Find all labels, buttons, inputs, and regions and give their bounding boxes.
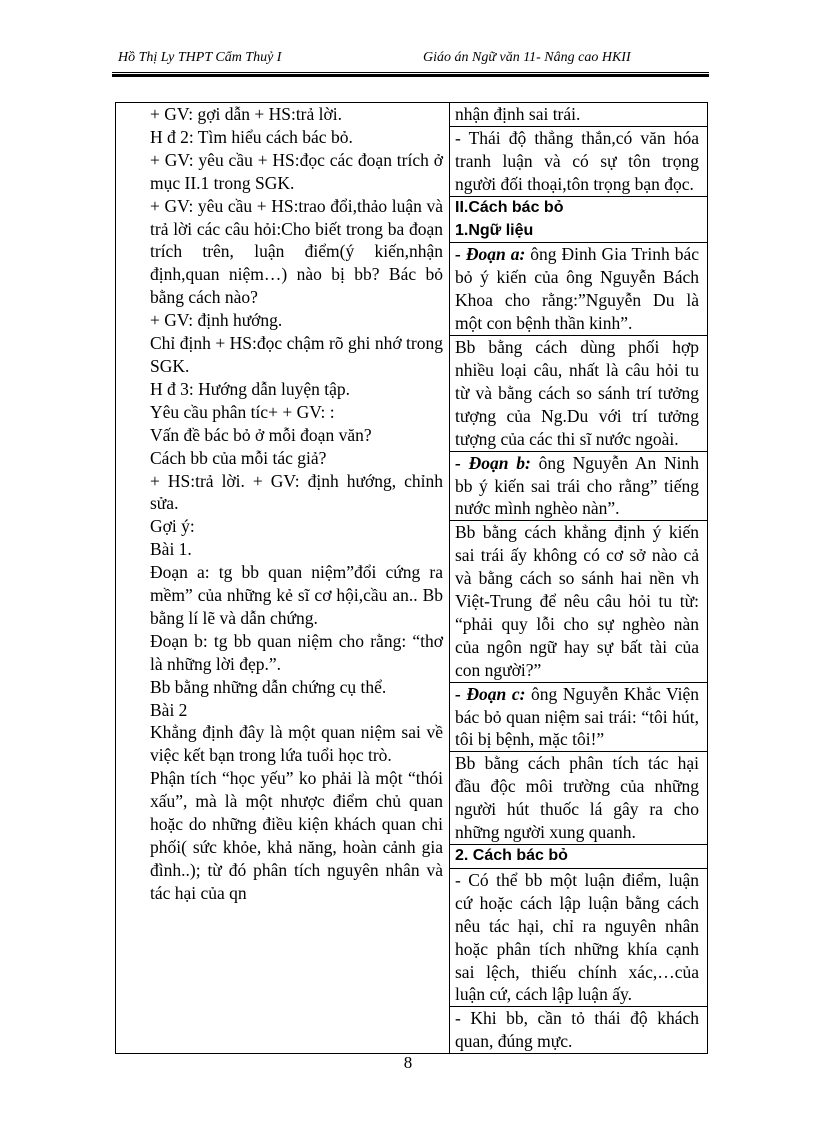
left-item: Vấn đề bác bỏ ở mỗi đoạn văn?: [150, 424, 372, 445]
header-right: Giáo án Ngữ văn 11- Nâng cao HKII: [423, 50, 631, 65]
excerpt-c-label: - Đoạn c:: [455, 683, 526, 704]
subsection-title: 2. Cách bác bỏ: [455, 847, 568, 864]
page-number: 8: [403, 1053, 413, 1072]
left-item: Phận tích “học yếu” ko phải là một “thói xấu”, mà là một nhược điểm chủ quan hoặc do những điều kiện khách quan chi phối( sức khỏe, khả năng, hoàn cảnh gia đình..); từ đó phân tích nguyên nhân và tác hại của qn: [150, 768, 443, 903]
left-item: Bài 2: [150, 699, 188, 720]
section-title: II.Cách bác bỏ: [455, 198, 564, 216]
method-point: - Có thể bb một luận điểm, luận cứ hoặc cách lập luận bằng cách nêu tác hại, chỉ ra nguyên nhân hoặc phân tích những khía cạnh sai lệch, thiếu chính xác,…của luận cứ, cách lập luận ấy.: [455, 869, 699, 1005]
lesson-table: [115, 102, 708, 1054]
left-item: + GV: yêu cầu + HS:trao đổi,thảo luận và trả lời các câu hỏi:Cho biết trong ba đoạn trích trên, luận điểm(ý kiến,nhận định,quan niệm…) nào bị bb? Bác bỏ bằng cách nào?: [150, 195, 443, 308]
excerpt-a: - Đoạn a: ông Đinh Gia Trinh bác bỏ ý kiến của ông Nguyễn Bách Khoa cho rằng:”Nguyễn Du là một con bệnh thần kinh”.: [455, 244, 700, 334]
excerpt-c-explanation: Bb bằng cách phân tích tác hại đầu độc môi trường của những người hút thuốc lá gây ra cho những người xung quanh.: [455, 753, 699, 843]
excerpt-b-label: - Đoạn b:: [455, 452, 531, 473]
left-item: + GV: định hướng.: [150, 310, 283, 331]
left-item: Cách bb của mỗi tác giả?: [150, 447, 327, 468]
left-item: Gợi ý:: [150, 516, 195, 537]
left-item: Yêu cầu phân tíc+ + GV: :: [150, 401, 335, 422]
excerpt-b-explanation: Bb bằng cách khẳng định ý kiến sai trái ấy không có cơ sở nào cả và bằng cách so sánh hai nền vh Việt-Trung để nêu câu hỏi tu từ: “phải quy lỗi cho sự nghèo nàn của ngôn ngữ hay sự bất tài của con người?”: [455, 522, 699, 680]
teacher-student-activity-column: [116, 103, 450, 1054]
lesson-content-column: [450, 103, 708, 1054]
left-item: + GV: yêu cầu + HS:đọc các đoạn trích ở mục II.1 trong SGK.: [150, 149, 443, 193]
header-left: Hồ Thị Ly THPT Cẩm Thuỷ I: [118, 50, 282, 65]
excerpt-b: - Đoạn b: ông Nguyễn An Ninh bb ý kiến sai trái cho rằng” tiếng nước mình nghèo nàn”.: [455, 452, 699, 519]
left-item: H đ 3: Hướng dẫn luyện tập.: [150, 378, 351, 399]
header-rule: [112, 72, 709, 73]
content-paragraph: nhận định sai trái.: [455, 104, 581, 124]
left-item: Khẳng định đây là một quan niệm sai về việc kết bạn trong lứa tuổi học trò.: [150, 722, 443, 766]
left-item: Chỉ định + HS:đọc chậm rõ ghi nhớ trong SGK.: [150, 333, 443, 376]
left-item: Bb bằng những dẫn chứng cụ thể.: [150, 676, 387, 697]
left-item: Bài 1.: [150, 539, 192, 560]
excerpt-a-explanation: Bb bằng cách dùng phối hợp nhiều loại câu, nhất là câu hỏi tu từ và bằng cách so sánh trí tưởng tượng của Ng.Du với trí tưởng tượng của các thi sĩ nước ngoài.: [455, 337, 699, 449]
method-point: - Khi bb, cần tỏ thái độ khách quan, đúng mực.: [455, 1008, 699, 1052]
table-row: [116, 103, 708, 1054]
subsection-title: 1.Ngữ liệu: [455, 221, 534, 239]
content-paragraph: - Thái độ thẳng thắn,có văn hóa tranh luận và có sự tôn trọng người đối thoại,tôn trọng bạn đọc.: [455, 127, 699, 194]
left-item: H đ 2: Tìm hiểu cách bác bỏ.: [150, 126, 353, 147]
left-item: Đoạn a: tg bb quan niệm”đổi cứng ra mềm” của những kẻ sĩ cơ hội,cầu an.. Bb bằng lí lẽ và dẫn chứng.: [150, 562, 443, 628]
header-rule-thick: [112, 74, 709, 77]
excerpt-c: - Đoạn c: ông Nguyễn Khắc Viện bác bỏ quan niệm sai trái: “tôi hút, tôi bị bệnh, mặc tôi!”: [455, 683, 699, 750]
excerpt-a-label: - Đoạn a:: [455, 244, 526, 265]
left-item: Đoạn b: tg bb quan niệm cho rằng: “thơ là những lời đẹp.”.: [150, 630, 443, 674]
left-item: + GV: gợi dẫn + HS:trả lời.: [150, 104, 343, 124]
left-item: + HS:trả lời. + GV: định hướng, chỉnh sửa.: [150, 470, 443, 514]
